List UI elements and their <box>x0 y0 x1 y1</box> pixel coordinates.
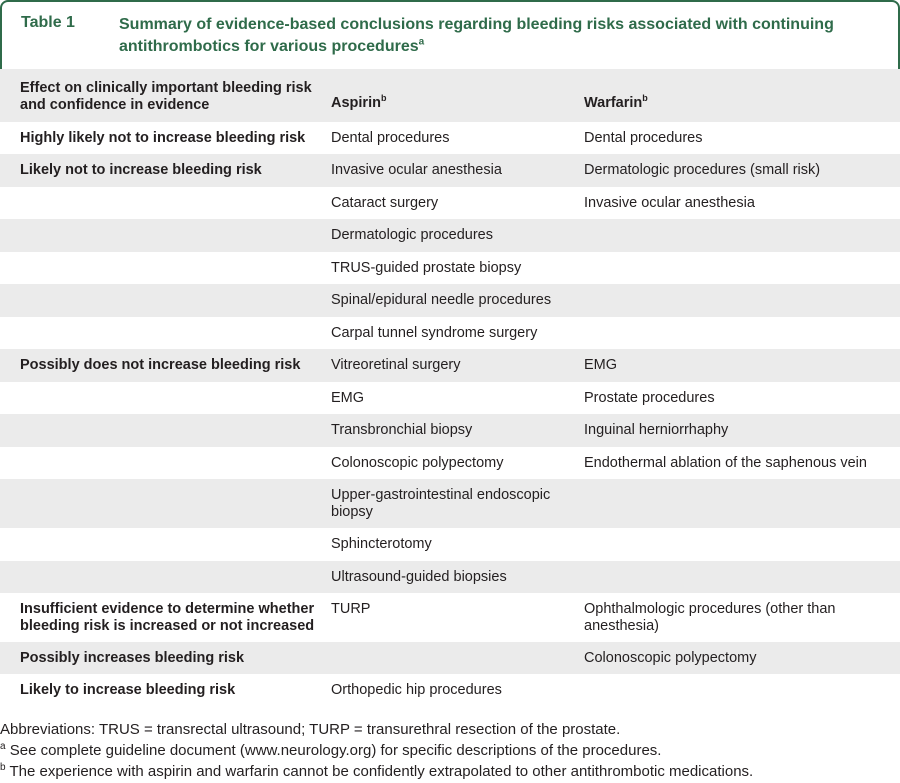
table-row <box>0 284 900 317</box>
row-warfarin: Dental procedures <box>584 130 703 146</box>
row-aspirin: Spinal/epidural needle procedures <box>331 292 552 308</box>
row-aspirin: Dental procedures <box>331 130 450 146</box>
header-effect: Effect on clinically important bleeding risk and confidence in evidence <box>20 80 312 113</box>
row-warfarin: Colonoscopic polypectomy <box>584 650 757 666</box>
row-category: Highly likely not to increase bleeding risk <box>20 130 306 146</box>
table-label: Table 1 <box>21 14 75 31</box>
header-aspirin <box>331 95 576 112</box>
table-header-box <box>0 0 900 70</box>
row-aspirin: Colonoscopic polypectomy <box>331 455 504 471</box>
row-aspirin: Upper-gastrointestinal endoscopic biopsy <box>331 487 551 520</box>
row-category: Possibly does not increase bleeding risk <box>20 357 301 373</box>
row-aspirin: Dermatologic procedures <box>331 227 493 243</box>
table-row <box>0 479 900 528</box>
footnote-a-text: See complete guideline document (www.neurology.org) for specific descriptions of the procedures. <box>5 742 662 759</box>
row-warfarin: Inguinal herniorrhaphy <box>584 422 729 438</box>
table-title <box>119 14 879 58</box>
row-aspirin: Carpal tunnel syndrome surgery <box>331 325 538 341</box>
row-category: Insufficient evidence to determine whether bleeding risk is increased or not increased <box>20 601 315 634</box>
footnote-b-mark: b <box>0 762 6 773</box>
header-aspirin-label: Aspirin <box>331 95 381 111</box>
header-aspirin-note: b <box>380 93 387 104</box>
row-aspirin: EMG <box>331 390 365 406</box>
footnote-b-text: The experience with aspirin and warfarin cannot be confidently extrapolated to other antithrombotic medications. <box>5 763 754 780</box>
footnote-a <box>0 741 900 761</box>
table-row <box>0 382 900 414</box>
table-row <box>0 219 900 252</box>
header-warfarin-label: Warfarin <box>584 95 643 111</box>
row-aspirin: Invasive ocular anesthesia <box>331 162 502 178</box>
table-header-row <box>0 69 900 122</box>
header-warfarin-note: b <box>642 93 648 104</box>
table-row <box>0 317 900 349</box>
footnote-abbreviations: Abbreviations: TRUS = transrectal ultrasound; TURP = transurethral resection of the prostate. <box>0 721 621 738</box>
row-category: Possibly increases bleeding risk <box>20 650 245 666</box>
row-warfarin: Invasive ocular anesthesia <box>584 195 755 211</box>
row-warfarin: Dermatologic procedures (small risk) <box>584 162 821 178</box>
table-row <box>0 642 900 674</box>
row-warfarin: Prostate procedures <box>584 390 715 406</box>
table-row <box>0 154 900 187</box>
table-row <box>0 561 900 593</box>
table-row <box>0 252 900 284</box>
row-aspirin: Ultrasound-guided biopsies <box>331 569 507 585</box>
table-row <box>0 414 900 447</box>
table-row <box>0 122 900 154</box>
table-row <box>0 593 900 642</box>
table-row <box>0 349 900 382</box>
table-row <box>0 187 900 219</box>
footnote-a-mark: a <box>0 741 6 752</box>
header-warfarin <box>584 95 894 112</box>
row-aspirin: Transbronchial biopsy <box>331 422 473 438</box>
table-row <box>0 447 900 479</box>
row-category: Likely to increase bleeding risk <box>20 682 236 698</box>
table-row <box>0 674 900 707</box>
footnote-b <box>0 762 900 782</box>
row-category: Likely not to increase bleeding risk <box>20 162 262 178</box>
row-aspirin: Orthopedic hip procedures <box>331 682 502 698</box>
row-aspirin: Cataract surgery <box>331 195 439 211</box>
table-row <box>0 528 900 561</box>
table-title-footnote-mark: a <box>418 36 425 48</box>
row-warfarin: Endothermal ablation of the saphenous vein <box>584 455 867 471</box>
table-title-text: Summary of evidence-based conclusions regarding bleeding risks associated with continuing antithrombotics for various procedures <box>119 16 834 55</box>
row-warfarin: EMG <box>584 357 618 373</box>
row-aspirin: TRUS-guided prostate biopsy <box>331 260 522 276</box>
row-aspirin: Vitreoretinal surgery <box>331 357 461 373</box>
row-aspirin: Sphincterotomy <box>331 536 432 552</box>
row-warfarin: Ophthalmologic procedures (other than anesthesia) <box>584 601 836 634</box>
row-aspirin: TURP <box>331 601 371 617</box>
